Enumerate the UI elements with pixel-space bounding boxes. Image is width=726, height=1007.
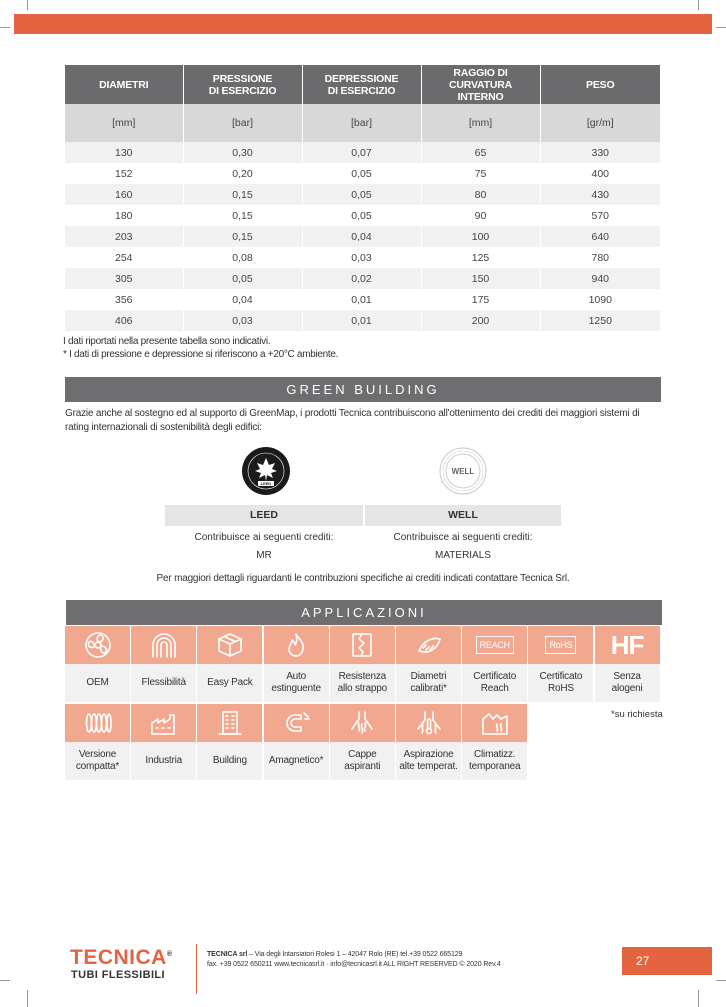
table-cell: 130 — [65, 142, 183, 163]
leed-logo-text: LEED — [260, 481, 272, 486]
table-row — [65, 184, 660, 205]
table-cell: 0,03 — [302, 247, 421, 268]
table-cell: 0,08 — [183, 247, 302, 268]
leed-contrib: Contribuisce ai seguenti crediti: — [194, 532, 334, 543]
crop-mark — [698, 0, 699, 10]
footer-address: – Via degli Intarsiatori Rolesi 1 – 42047 Rolo (RE) tel.+39 0522 665129 — [247, 951, 463, 958]
table-cell: 305 — [65, 268, 183, 289]
application-label: Easy Pack — [197, 664, 262, 702]
header-peso: PESO — [540, 65, 660, 104]
table-cell: 940 — [540, 268, 660, 289]
note-indicative: I dati riportati nella presente tabella sono indicativi. — [63, 336, 271, 347]
crop-mark — [27, 0, 28, 10]
table-cell: 200 — [421, 310, 540, 331]
table-cell: 75 — [421, 163, 540, 184]
specs-header-row — [65, 65, 660, 104]
application-item — [65, 626, 130, 702]
table-cell: 780 — [540, 247, 660, 268]
table-cell: 1090 — [540, 289, 660, 310]
tecnica-logo — [70, 944, 173, 981]
header-diametri: DIAMETRI — [65, 65, 183, 104]
table-cell: 570 — [540, 205, 660, 226]
specs-table — [65, 65, 660, 331]
table-cell: 430 — [540, 184, 660, 205]
well-logo-icon — [438, 446, 488, 496]
table-cell: 0,01 — [302, 289, 421, 310]
factory-icon — [131, 704, 196, 742]
application-label: Auto estinguente — [264, 664, 329, 702]
well-header: WELL — [365, 505, 561, 526]
header-pressione: PRESSIONE DI ESERCIZIO — [183, 65, 302, 104]
table-cell: 0,02 — [302, 268, 421, 289]
footer-contacts — [207, 950, 501, 970]
table-cell: 0,30 — [183, 142, 302, 163]
unit-cell: [gr/m] — [540, 104, 660, 142]
application-item — [131, 704, 196, 780]
green-building-intro: Grazie anche al sostegno ed al supporto di GreenMap, i prodotti Tecnica contribuiscono all'ottenimento dei crediti dei maggiori sistemi di rating internazionali di sostenibilità degli edifici: — [65, 408, 640, 433]
table-cell: 0,15 — [183, 226, 302, 247]
header-raggio: RAGGIO DI CURVATURA INTERNO — [421, 65, 540, 104]
crop-mark — [0, 980, 10, 981]
heat-icon — [396, 704, 461, 742]
hood-icon — [330, 704, 395, 742]
table-cell: 0,15 — [183, 205, 302, 226]
table-cell: 0,05 — [183, 268, 302, 289]
temp-ac-icon — [462, 704, 527, 742]
application-item — [65, 704, 130, 780]
application-label: Building — [197, 742, 262, 780]
hf-badge: HF — [610, 629, 644, 660]
application-item — [264, 626, 329, 702]
application-label: Certificato Reach — [462, 664, 527, 702]
well-contrib: Contribuisce ai seguenti crediti: — [393, 532, 533, 543]
table-row — [65, 163, 660, 184]
table-cell: 640 — [540, 226, 660, 247]
applicazioni-title: APPLICAZIONI — [66, 600, 662, 625]
logo-subtitle: TUBI FLESSIBILI — [71, 969, 165, 981]
crop-mark — [716, 980, 726, 981]
table-row — [65, 247, 660, 268]
crop-mark — [27, 990, 28, 1007]
application-label: Versione compatta* — [65, 742, 130, 780]
arch-icon — [131, 626, 196, 664]
table-cell: 0,05 — [302, 184, 421, 205]
su-richiesta-note: *su richiesta — [611, 709, 663, 720]
application-label: Industria — [131, 742, 196, 780]
table-cell: 65 — [421, 142, 540, 163]
table-row — [65, 289, 660, 310]
table-cell: 80 — [421, 184, 540, 205]
application-label: Resistenza allo strappo — [330, 664, 395, 702]
application-item — [264, 704, 329, 780]
leed-credit: MR — [256, 550, 272, 561]
table-cell: 0,04 — [183, 289, 302, 310]
table-row — [65, 268, 660, 289]
unit-cell: [bar] — [183, 104, 302, 142]
application-item — [396, 626, 461, 702]
footer-separator — [196, 944, 197, 994]
application-item — [396, 704, 461, 780]
top-accent-bar — [14, 14, 712, 34]
unit-cell: [bar] — [302, 104, 421, 142]
application-label: Climatizz. temporanea — [462, 742, 527, 780]
table-cell: 0,20 — [183, 163, 302, 184]
application-label: Certificato RoHS — [528, 664, 593, 702]
table-row — [65, 310, 660, 331]
rohs-icon — [528, 626, 593, 664]
table-cell: 0,03 — [183, 310, 302, 331]
table-cell: 150 — [421, 268, 540, 289]
cert-badge: REACH — [476, 636, 514, 654]
application-item — [330, 626, 395, 702]
coil-icon — [65, 704, 130, 742]
header-depressione: DEPRESSIONE DI ESERCIZIO — [302, 65, 421, 104]
application-item — [131, 626, 196, 702]
table-cell: 125 — [421, 247, 540, 268]
logo-brand: TECNICA® — [70, 946, 173, 969]
application-label: Flessibilità — [131, 664, 196, 702]
crop-mark — [698, 990, 699, 1007]
application-label: Senza alogeni — [595, 664, 660, 702]
table-cell: 203 — [65, 226, 183, 247]
hf-icon — [595, 626, 660, 664]
table-cell: 0,15 — [183, 184, 302, 205]
table-cell: 406 — [65, 310, 183, 331]
application-item — [197, 626, 262, 702]
fan-icon — [65, 626, 130, 664]
table-cell: 1250 — [540, 310, 660, 331]
tear-icon — [330, 626, 395, 664]
leed-header: LEED — [165, 505, 363, 526]
table-row — [65, 205, 660, 226]
table-cell: 0,04 — [302, 226, 421, 247]
unit-cell: [mm] — [65, 104, 183, 142]
table-cell: 100 — [421, 226, 540, 247]
magnet-icon — [264, 704, 329, 742]
table-cell: 152 — [65, 163, 183, 184]
application-item — [528, 626, 593, 702]
table-cell: 160 — [65, 184, 183, 205]
crop-mark — [716, 27, 726, 28]
application-label: Aspirazione alte temperat. — [396, 742, 461, 780]
table-cell: 180 — [65, 205, 183, 226]
green-building-details: Per maggiori dettagli riguardanti le contribuzioni specifiche ai crediti indicati contattare Tecnica Srl. — [156, 573, 570, 584]
unit-cell: [mm] — [421, 104, 540, 142]
crop-mark — [0, 27, 10, 28]
box-icon — [197, 626, 262, 664]
application-label: Cappe aspiranti — [330, 742, 395, 780]
table-row — [65, 226, 660, 247]
units-row — [65, 104, 660, 142]
table-cell: 0,07 — [302, 142, 421, 163]
table-cell: 175 — [421, 289, 540, 310]
page-number: 27 — [622, 947, 712, 975]
application-item — [595, 626, 660, 702]
footer-fax-web: fax. +39 0522 650211 www.tecnicasrl.it · info@tecnicasrl.it ALL RIGHT RESERVED © 2020 Rev.4 — [207, 961, 501, 968]
application-item — [197, 704, 262, 780]
table-cell: 400 — [540, 163, 660, 184]
table-cell: 356 — [65, 289, 183, 310]
application-item — [462, 704, 527, 780]
application-item — [462, 626, 527, 702]
table-cell: 330 — [540, 142, 660, 163]
table-cell: 0,01 — [302, 310, 421, 331]
table-cell: 254 — [65, 247, 183, 268]
table-cell: 0,05 — [302, 205, 421, 226]
footer-company: TECNICA srl — [207, 951, 248, 958]
well-logo-text: WELL — [451, 467, 475, 476]
green-building-title: GREEN BUILDING — [65, 377, 661, 402]
note-pressure: * I dati di pressione e depressione si riferiscono a +20°C ambiente. — [63, 349, 339, 360]
application-label: OEM — [65, 664, 130, 702]
well-credit: MATERIALS — [435, 550, 491, 561]
building-icon — [197, 704, 262, 742]
table-row — [65, 142, 660, 163]
cert-badge: RoHS — [545, 636, 576, 654]
leed-logo-icon — [241, 446, 291, 496]
table-cell: 0,05 — [302, 163, 421, 184]
caliper-icon — [396, 626, 461, 664]
application-label: Diametri calibrati* — [396, 664, 461, 702]
table-cell: 90 — [421, 205, 540, 226]
flame-icon — [264, 626, 329, 664]
reach-icon — [462, 626, 527, 664]
application-label: Amagnetico* — [264, 742, 329, 780]
application-item — [330, 704, 395, 780]
